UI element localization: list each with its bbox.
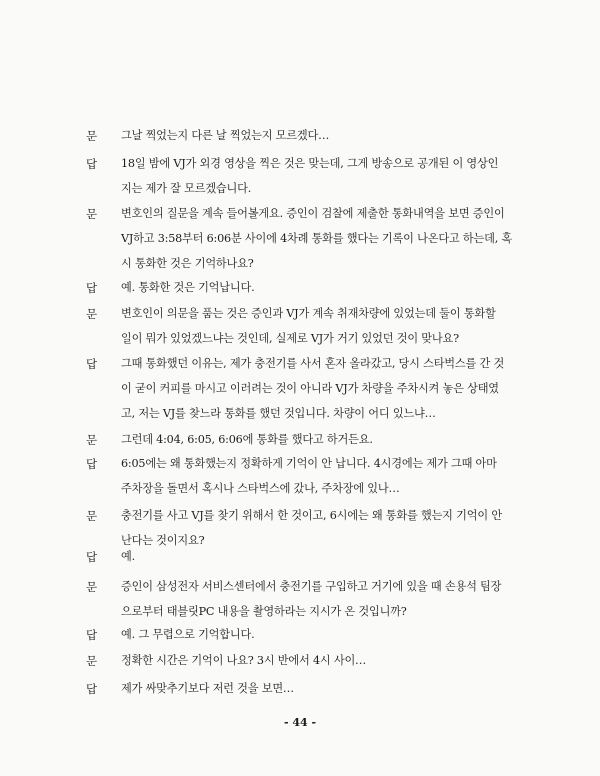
question-marker: 문 [86,509,98,523]
answer-marker: 답 [86,281,98,295]
transcript-line: 18일 밤에 VJ가 외경 영상을 찍은 것은 맞는데, 그게 방송으로 공개된 이 영상인 [121,157,499,170]
transcript-line: 충전기를 사고 VJ를 찾기 위해서 한 것이고, 6시에는 왜 통화를 했는지 기억이 안 [121,509,502,522]
transcript-line: 일이 뭐가 있었겠느냐는 것인데, 실제로 VJ가 거기 있었던 것이 맞나요? [121,332,459,345]
question-marker: 문 [86,433,98,447]
transcript-line: 그날 찍었는지 다른 날 찍었는지 모르겠다… [121,129,330,142]
transcript-line: 변호인의 질문을 계속 들어볼게요. 증인이 검찰에 제출한 통화내역을 보면 증인이 [121,207,505,220]
transcript-line: 예. 그 무렵으로 기억합니다. [121,628,255,641]
transcript-line: 증인이 삼성전자 서비스센터에서 충전기를 구입하고 거기에 있을 때 손용석 팀장 [121,580,502,593]
transcript-line: 난다는 것이지요? [121,534,205,547]
question-marker: 문 [86,307,98,321]
transcript-line: 고, 저는 VJ를 찾느라 통화를 했던 것입니다. 차량이 어디 있느냐… [121,407,436,420]
answer-marker: 답 [86,550,98,564]
transcript-line: 제가 싸맞추기보다 저런 것을 보면… [121,682,294,695]
transcript-line: 변호인이 의문을 품는 것은 증인과 VJ가 계속 취재차량에 있었는데 둘이 통화할 [121,307,496,320]
transcript-line: 예. [121,550,135,563]
transcript-line: 그때 통화했던 이유는, 제가 충전기를 사서 혼자 올라갔고, 당시 스타벅스를 간 것 [121,357,505,370]
transcript-line: VJ하고 3:58부터 6:06분 사이에 4차례 통화를 했다는 기록이 나온다고 하는데, 혹 [121,232,513,245]
question-marker: 문 [86,129,98,143]
transcript-line: 으로부터 태블릿PC 내용을 촬영하라는 지시가 온 것입니까? [121,605,407,618]
transcript-line: 정확한 시간은 기억이 나요? 3시 반에서 4시 사이… [121,654,367,667]
transcript-line: 이 굳이 커피를 마시고 이러려는 것이 아니라 VJ가 차량을 주차시켜 놓은 상태였 [121,382,499,395]
question-marker: 문 [86,654,98,668]
page-number: - 44 - [283,716,317,729]
answer-marker: 답 [86,457,98,471]
transcript-line: 그런데 4:04, 6:05, 6:06에 통화를 했다고 하거든요. [121,433,373,446]
answer-marker: 답 [86,357,98,371]
transcript-line: 지는 제가 잘 모르겠습니다. [121,182,252,195]
transcript-line: 주차장을 돌면서 혹시나 스타벅스에 갔나, 주차장에 있나… [121,482,400,495]
answer-marker: 답 [86,682,98,696]
question-marker: 문 [86,207,98,221]
transcript-line: 6:05에는 왜 통화했는지 정확하게 기억이 안 납니다. 4시경에는 제가 그때 아마 [121,457,497,470]
answer-marker: 답 [86,157,98,171]
transcript-line: 시 통화한 것은 기억하나요? [121,257,254,270]
question-marker: 문 [86,580,98,594]
transcript-line: 예. 통화한 것은 기억납니다. [121,281,255,294]
answer-marker: 답 [86,628,98,642]
